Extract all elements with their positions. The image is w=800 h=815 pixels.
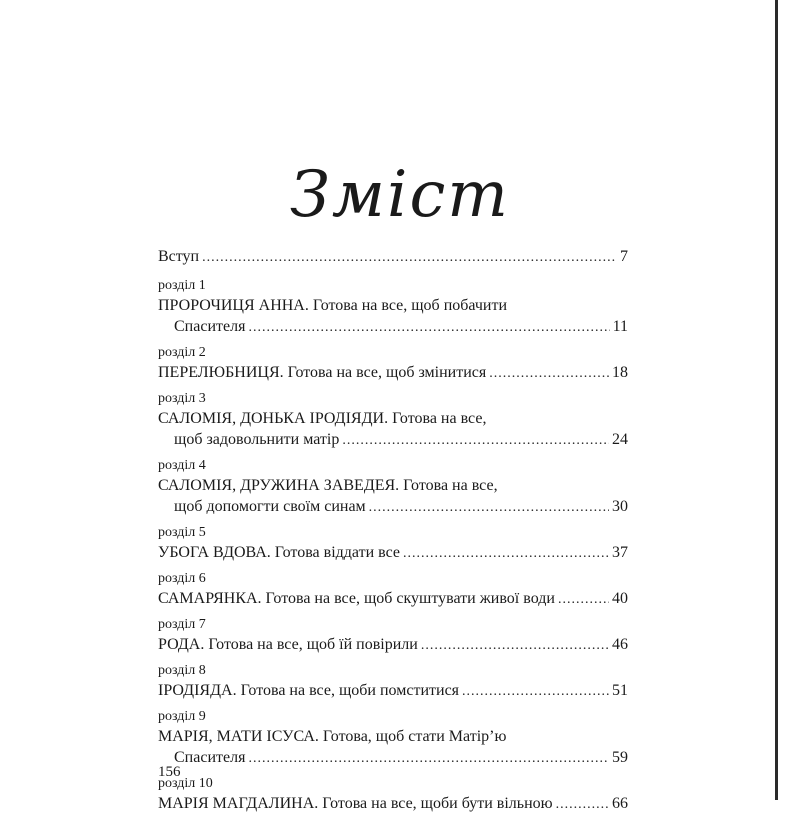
toc-entry-chapter-1 xyxy=(158,277,628,338)
toc-row xyxy=(158,680,628,702)
toc-entry-chapter-5 xyxy=(158,524,628,564)
toc-entry-title-cont: Спасителя xyxy=(174,318,246,335)
toc-row xyxy=(158,542,628,564)
toc-entry-chapter-3 xyxy=(158,390,628,451)
toc-row xyxy=(158,316,628,338)
toc-row xyxy=(158,429,628,451)
toc-entry-title: САМАРЯНКА. Готова на все, щоб скуштувати живої води xyxy=(158,590,555,607)
toc-entry-title: ПРОРОЧИЦЯ АННА. Готова на все, щоб побачити xyxy=(158,297,508,314)
toc-page-number: 51 xyxy=(612,682,628,699)
chapter-label: розділ 1 xyxy=(158,278,206,293)
toc-page-number: 40 xyxy=(612,590,628,607)
chapter-label: розділ 7 xyxy=(158,617,206,632)
toc-row xyxy=(158,793,628,815)
chapter-label: розділ 4 xyxy=(158,458,206,473)
chapter-label: розділ 3 xyxy=(158,391,206,406)
toc-row xyxy=(158,747,628,769)
folio-page-number: 156 xyxy=(158,764,181,780)
toc-entry-title-cont: щоб допомогти своїм синам xyxy=(174,498,366,515)
dot-leader xyxy=(462,681,609,702)
dot-leader xyxy=(248,317,609,338)
toc-entry-title: ІРОДІЯДА. Готова на все, щоби помститися xyxy=(158,682,460,699)
dot-leader xyxy=(369,497,609,518)
dot-leader xyxy=(558,589,609,610)
toc-entry-chapter-4 xyxy=(158,457,628,518)
dot-leader xyxy=(202,247,617,268)
page-title: Зміст xyxy=(290,158,510,232)
toc-row xyxy=(158,634,628,656)
toc-row xyxy=(158,362,628,384)
toc-page-number: 18 xyxy=(612,364,628,381)
chapter-label: розділ 8 xyxy=(158,663,206,678)
toc-entry-title-cont: Спасителя xyxy=(174,749,246,766)
toc-entry-title: РОДА. Готова на все, щоб їй повірили xyxy=(158,636,418,653)
dot-leader xyxy=(421,635,609,656)
toc-entry-title: Вступ xyxy=(158,248,200,265)
toc-page-number: 24 xyxy=(612,431,628,448)
dot-leader xyxy=(556,794,609,815)
toc-entry-chapter-9 xyxy=(158,708,628,769)
toc-entry-chapter-10 xyxy=(158,775,628,815)
toc-page-number: 46 xyxy=(612,636,628,653)
toc-entry-title: МАРІЯ, МАТИ ІСУСА. Готова, щоб стати Матір’ю xyxy=(158,728,507,745)
chapter-label: розділ 5 xyxy=(158,525,206,540)
toc-entry-title: МАРІЯ МАГДАЛИНА. Готова на все, щоби бути вільною xyxy=(158,795,553,812)
dot-leader xyxy=(342,430,609,451)
toc-entry-title-cont: щоб задовольнити матір xyxy=(174,431,340,448)
toc-row xyxy=(158,496,628,518)
dot-leader xyxy=(248,748,609,769)
chapter-label: розділ 2 xyxy=(158,345,206,360)
toc-entry-title: САЛОМІЯ, ДРУЖИНА ЗАВЕДЕЯ. Готова на все, xyxy=(158,477,498,494)
chapter-label: розділ 10 xyxy=(158,776,213,791)
dot-leader xyxy=(403,543,609,564)
chapter-label: розділ 6 xyxy=(158,571,206,586)
toc-page-number: 66 xyxy=(612,795,628,812)
table-of-contents xyxy=(158,246,628,815)
toc-entry-chapter-8 xyxy=(158,662,628,702)
toc-page-number: 30 xyxy=(612,498,628,515)
toc-page-number: 7 xyxy=(620,248,628,265)
toc-entry-chapter-7 xyxy=(158,616,628,656)
toc-row xyxy=(158,588,628,610)
chapter-label: розділ 9 xyxy=(158,709,206,724)
toc-page-number: 59 xyxy=(612,749,628,766)
toc-entry-chapter-6 xyxy=(158,570,628,610)
toc-entry-intro xyxy=(158,246,628,268)
toc-row xyxy=(158,246,628,268)
page-edge xyxy=(775,0,778,800)
toc-entry-chapter-2 xyxy=(158,344,628,384)
toc-page-number: 11 xyxy=(612,318,628,335)
toc-entry-title: ПЕРЕЛЮБНИЦЯ. Готова на все, щоб змінитися xyxy=(158,364,487,381)
dot-leader xyxy=(489,363,609,384)
toc-entry-title: САЛОМІЯ, ДОНЬКА ІРОДІЯДИ. Готова на все, xyxy=(158,410,487,427)
toc-entry-title: УБОГА ВДОВА. Готова віддати все xyxy=(158,544,401,561)
toc-page-number: 37 xyxy=(612,544,628,561)
